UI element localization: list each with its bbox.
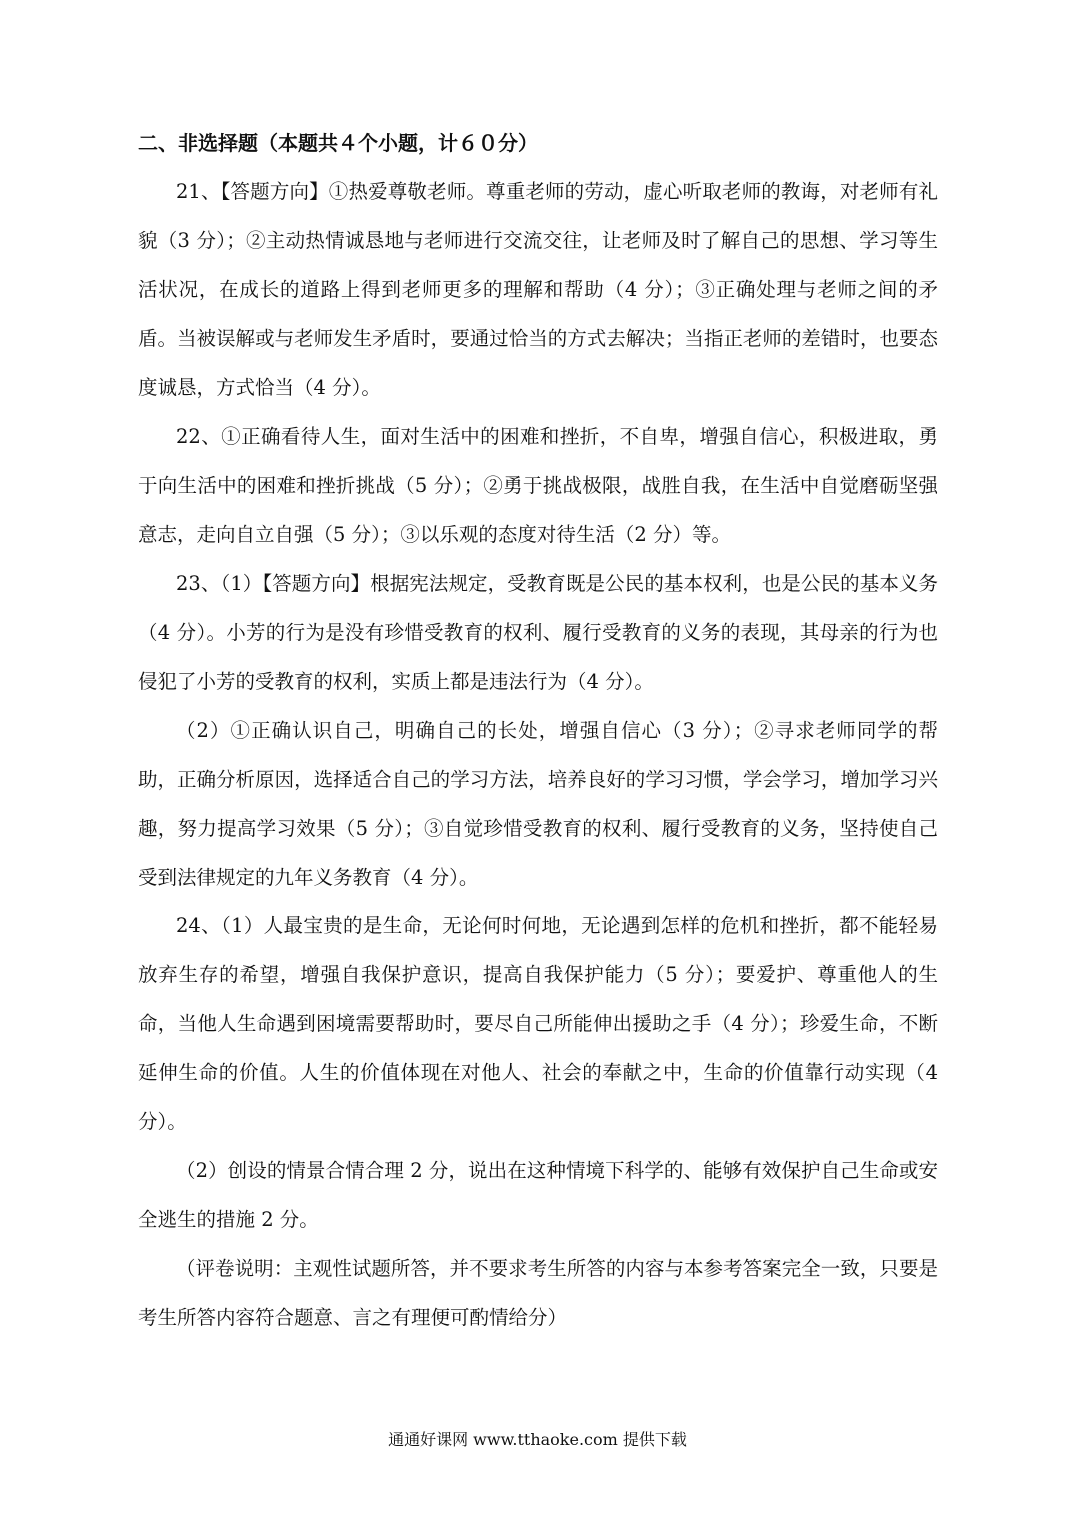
answer-q23-part1: 23、（1）【答题方向】根据宪法规定，受教育既是公民的基本权利，也是公民的基本义务（4 分）。小芳的行为是没有珍惜受教育的权利、履行受教育的义务的表现，其母亲的行为也侵犯了小芳的受教育的权利，实质上都是违法行为（4 分）。 <box>138 572 938 693</box>
answer-q22: 22、①正确看待人生，面对生活中的困难和挫折，不自卑，增强自信心，积极进取，勇于向生活中的困难和挫折挑战（5 分）；②勇于挑战极限，战胜自我，在生活中自觉磨砺坚强意志，走向自立自强（5 分）；③以乐观的态度对待生活（2 分）等。 <box>138 425 938 546</box>
section-heading: 二、非选择题（本题共４个小题，计６０分） <box>138 131 538 155</box>
grading-note: （评卷说明：主观性试题所答，并不要求考生所答的内容与本参考答案完全一致，只要是考生所答内容符合题意、言之有理便可酌情给分） <box>138 1257 938 1329</box>
answer-q21: 21、【答题方向】①热爱尊敬老师。尊重老师的劳动，虚心听取老师的教诲，对老师有礼貌（3 分）；②主动热情诚恳地与老师进行交流交往，让老师及时了解自己的思想、学习等生活状况，在成长的道路上得到老师更多的理解和帮助（4 分）；③正确处理与老师之间的矛盾。当被误解或与老师发生矛盾时，要通过恰当的方式去解决；当指正老师的差错时，也要态度诚恳，方式恰当（4 分）。 <box>138 180 938 399</box>
answer-q24-part2: （2）创设的情景合情合理 2 分，说出在这种情境下科学的、能够有效保护自己生命或安全逃生的措施 2 分。 <box>138 1159 938 1231</box>
answer-q23-part2: （2）①正确认识自己，明确自己的长处，增强自信心（3 分）；②寻求老师同学的帮助，正确分析原因，选择适合自己的学习方法，培养良好的学习习惯，学会学习，增加学习兴趣，努力提高学习效果（5 分）；③自觉珍惜受教育的权利、履行受教育的义务，坚持使自己受到法律规定的九年义务教育（4 分）。 <box>138 719 938 889</box>
footer-source: 通通好课网 www.tthaoke.com 提供下载 <box>388 1430 687 1449</box>
answer-q24-part1: 24、（1）人最宝贵的是生命，无论何时何地，无论遇到怎样的危机和挫折，都不能轻易放弃生存的希望，增强自我保护意识，提高自我保护能力（5 分）；要爱护、尊重他人的生命，当他人生命遇到困境需要帮助时，要尽自己所能伸出援助之手（4 分）；珍爱生命，不断延伸生命的价值。人生的价值体现在对他人、社会的奉献之中，生命的价值靠行动实现（4 分）。 <box>138 914 938 1133</box>
